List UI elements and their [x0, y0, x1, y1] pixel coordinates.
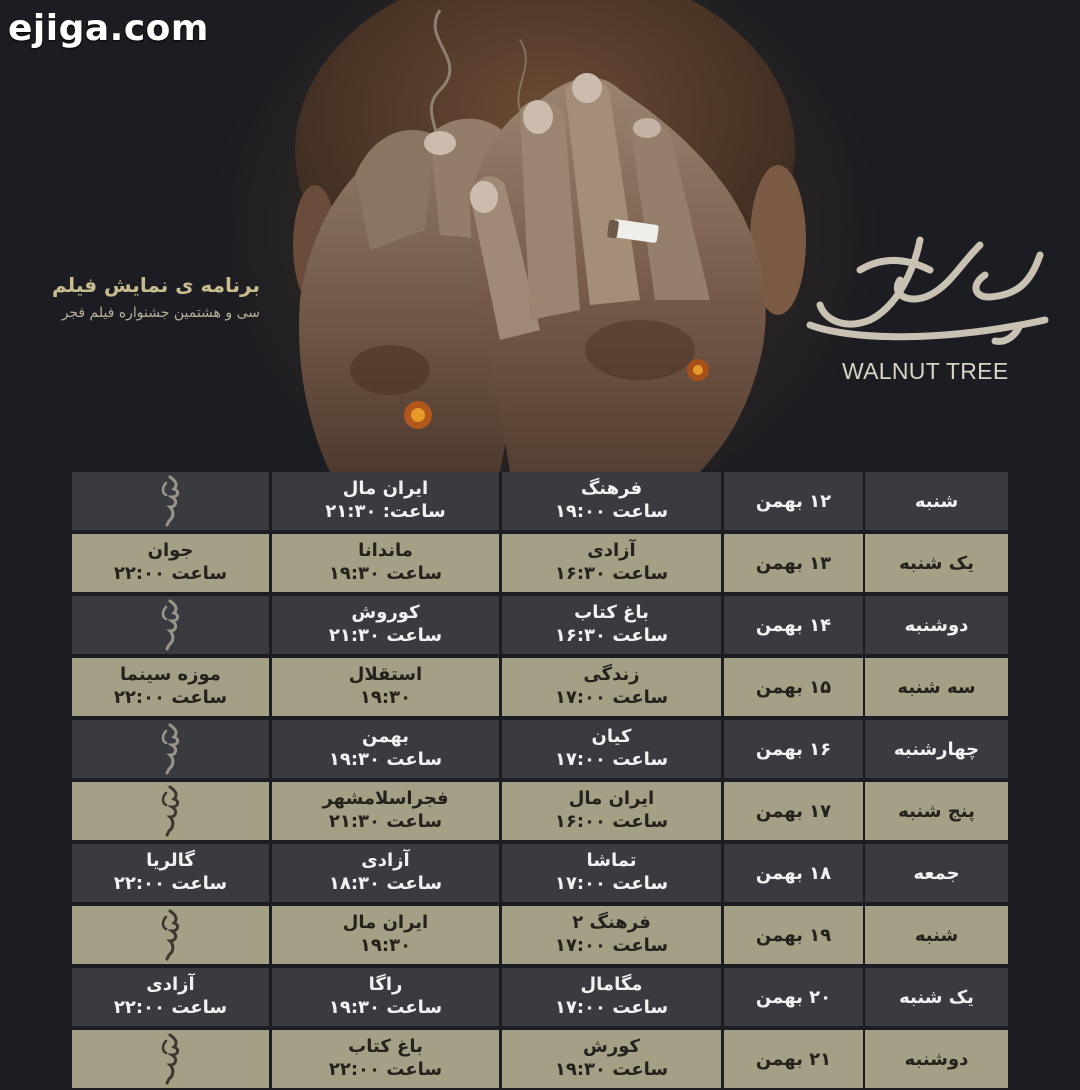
day-cell — [865, 472, 1008, 530]
date-cell — [724, 472, 863, 530]
venue-cell — [272, 844, 499, 902]
day-name: جمعه — [913, 862, 960, 884]
venue-cell — [272, 472, 499, 530]
venue-cell — [72, 534, 269, 592]
screening-time: ساعت ۱۹:۳۰ — [328, 749, 443, 770]
venue-cell — [502, 1030, 721, 1088]
venue-cell — [502, 658, 721, 716]
venue-cell — [272, 658, 499, 716]
venue-cell — [72, 472, 269, 530]
film-title-calligraphy-logo — [790, 225, 1060, 355]
venue-cell — [72, 596, 269, 654]
date-cell — [724, 658, 863, 716]
table-row — [72, 906, 1008, 966]
day-cell — [865, 782, 1008, 840]
festival-logo-icon — [156, 723, 186, 775]
table-row — [72, 844, 1008, 904]
table-row — [72, 968, 1008, 1028]
day-cell — [865, 596, 1008, 654]
table-row — [72, 596, 1008, 656]
screening-time: ۱۹:۳۰ — [359, 687, 412, 708]
venue-cell — [502, 472, 721, 530]
venue-name: آزادی — [146, 974, 195, 995]
screening-time: ساعت ۱۶:۳۰ — [554, 563, 669, 584]
screening-time: ساعت ۱۷:۰۰ — [554, 935, 669, 956]
venue-name: باغ کتاب — [348, 1036, 423, 1057]
date-text: ۱۵ بهمن — [755, 676, 832, 698]
day-name: یک شنبه — [899, 552, 974, 574]
festival-logo-icon — [156, 1033, 186, 1085]
day-name: دوشنبه — [904, 1048, 969, 1070]
day-cell — [865, 844, 1008, 902]
table-row — [72, 782, 1008, 842]
poster-header — [0, 0, 1080, 472]
day-cell — [865, 720, 1008, 778]
venue-name: کیان — [591, 726, 632, 747]
screening-time: ساعت ۱۷:۰۰ — [554, 997, 669, 1018]
screening-time: ساعت ۱۷:۰۰ — [554, 749, 669, 770]
venue-cell — [502, 844, 721, 902]
date-text: ۱۲ بهمن — [755, 490, 832, 512]
screening-time: ساعت ۱۸:۳۰ — [328, 873, 443, 894]
screening-time: ساعت ۱۶:۳۰ — [554, 625, 669, 646]
venue-name: زندگی — [583, 664, 640, 685]
day-name: پنج شنبه — [898, 800, 975, 822]
festival-info — [0, 270, 260, 326]
venue-cell — [272, 720, 499, 778]
venue-cell — [72, 658, 269, 716]
table-row — [72, 658, 1008, 718]
screening-time: ساعت ۲۲:۰۰ — [113, 997, 228, 1018]
venue-name: آزادی — [587, 540, 636, 561]
venue-name: جوان — [147, 540, 194, 561]
venue-name: آزادی — [361, 850, 410, 871]
screening-time: ساعت ۲۲:۰۰ — [113, 563, 228, 584]
venue-name: بهمن — [362, 726, 409, 747]
festival-logo-icon — [156, 909, 186, 961]
day-cell — [865, 906, 1008, 964]
venue-cell — [502, 782, 721, 840]
date-text: ۱۹ بهمن — [755, 924, 832, 946]
day-name: سه شنبه — [897, 676, 976, 698]
screening-time: ساعت ۲۲:۰۰ — [113, 687, 228, 708]
day-cell — [865, 968, 1008, 1026]
date-cell — [724, 534, 863, 592]
date-cell — [724, 1030, 863, 1088]
venue-cell — [72, 720, 269, 778]
day-cell — [865, 534, 1008, 592]
day-name: شنبه — [914, 490, 959, 512]
date-text: ۱۷ بهمن — [755, 800, 832, 822]
screening-time: ساعت ۱۷:۰۰ — [554, 873, 669, 894]
venue-name: استقلال — [348, 664, 423, 685]
venue-cell — [272, 534, 499, 592]
screening-time: ساعت ۱۹:۳۰ — [554, 1059, 669, 1080]
venue-cell — [502, 968, 721, 1026]
venue-name: کورش — [583, 1036, 640, 1057]
day-name: شنبه — [914, 924, 959, 946]
screening-time: ساعت ۲۲:۰۰ — [328, 1059, 443, 1080]
venue-name: گالریا — [146, 850, 195, 871]
venue-name: مگامال — [580, 974, 643, 995]
table-row — [72, 1030, 1008, 1090]
screening-time: ۱۹:۳۰ — [359, 935, 412, 956]
day-name: چهارشنبه — [893, 738, 980, 760]
festival-logo-icon — [156, 785, 186, 837]
film-title-english: WALNUT TREE — [842, 358, 1009, 384]
date-cell — [724, 906, 863, 964]
venue-name: راگا — [368, 974, 403, 995]
screening-time: ساعت ۱۹:۰۰ — [554, 501, 669, 522]
venue-name: کوروش — [351, 602, 420, 623]
screening-time: ساعت ۲۱:۳۰ — [328, 811, 443, 832]
venue-cell — [502, 720, 721, 778]
venue-name: ایران مال — [568, 788, 655, 809]
venue-cell — [272, 596, 499, 654]
screening-time: ساعت ۲۲:۰۰ — [113, 873, 228, 894]
table-row — [72, 472, 1008, 532]
festival-title: برنامه ی نمایش فیلم — [51, 273, 260, 297]
festival-logo-icon — [156, 599, 186, 651]
date-cell — [724, 720, 863, 778]
venue-name: ایران مال — [342, 912, 429, 933]
venue-name: فجراسلامشهر — [322, 788, 449, 809]
venue-cell — [502, 906, 721, 964]
venue-name: تماشا — [586, 850, 637, 871]
venue-cell — [272, 1030, 499, 1088]
screening-time: ساعت ۱۶:۰۰ — [554, 811, 669, 832]
festival-logo-icon — [156, 475, 186, 527]
venue-name: موزه سینما — [120, 664, 221, 685]
date-text: ۱۴ بهمن — [755, 614, 832, 636]
venue-cell — [502, 596, 721, 654]
day-name: یک شنبه — [899, 986, 974, 1008]
venue-cell — [72, 782, 269, 840]
venue-cell — [272, 906, 499, 964]
venue-cell — [72, 844, 269, 902]
date-cell — [724, 968, 863, 1026]
venue-name: ایران مال — [342, 478, 429, 499]
screening-time: ساعت ۲۱:۳۰ — [328, 625, 443, 646]
venue-cell — [272, 968, 499, 1026]
venue-name: فرهنگ — [580, 478, 643, 499]
watermark-text: ejiga.com — [8, 8, 209, 49]
date-cell — [724, 596, 863, 654]
venue-name: فرهنگ ۲ — [572, 912, 651, 933]
date-text: ۲۱ بهمن — [755, 1048, 832, 1070]
screening-time: ساعت ۱۷:۰۰ — [554, 687, 669, 708]
screening-time: ساعت ۱۹:۳۰ — [328, 997, 443, 1018]
date-cell — [724, 782, 863, 840]
date-text: ۱۳ بهمن — [755, 552, 832, 574]
festival-subtitle: سی و هشتمین جشنواره فیلم فجر — [61, 305, 260, 321]
date-text: ۱۸ بهمن — [755, 862, 832, 884]
venue-cell — [72, 968, 269, 1026]
venue-cell — [72, 906, 269, 964]
venue-cell — [72, 1030, 269, 1088]
venue-name: باغ کتاب — [574, 602, 649, 623]
venue-cell — [502, 534, 721, 592]
table-row — [72, 534, 1008, 594]
day-cell — [865, 1030, 1008, 1088]
screening-time: ساعت ۱۹:۳۰ — [328, 563, 443, 584]
date-text: ۱۶ بهمن — [755, 738, 832, 760]
day-cell — [865, 658, 1008, 716]
venue-cell — [272, 782, 499, 840]
day-name: دوشنبه — [904, 614, 969, 636]
screening-time: ساعت: ۲۱:۳۰ — [325, 501, 446, 522]
date-text: ۲۰ بهمن — [755, 986, 832, 1008]
film-logo — [790, 225, 1060, 395]
venue-name: ماندانا — [358, 540, 413, 561]
date-cell — [724, 844, 863, 902]
table-row — [72, 720, 1008, 780]
